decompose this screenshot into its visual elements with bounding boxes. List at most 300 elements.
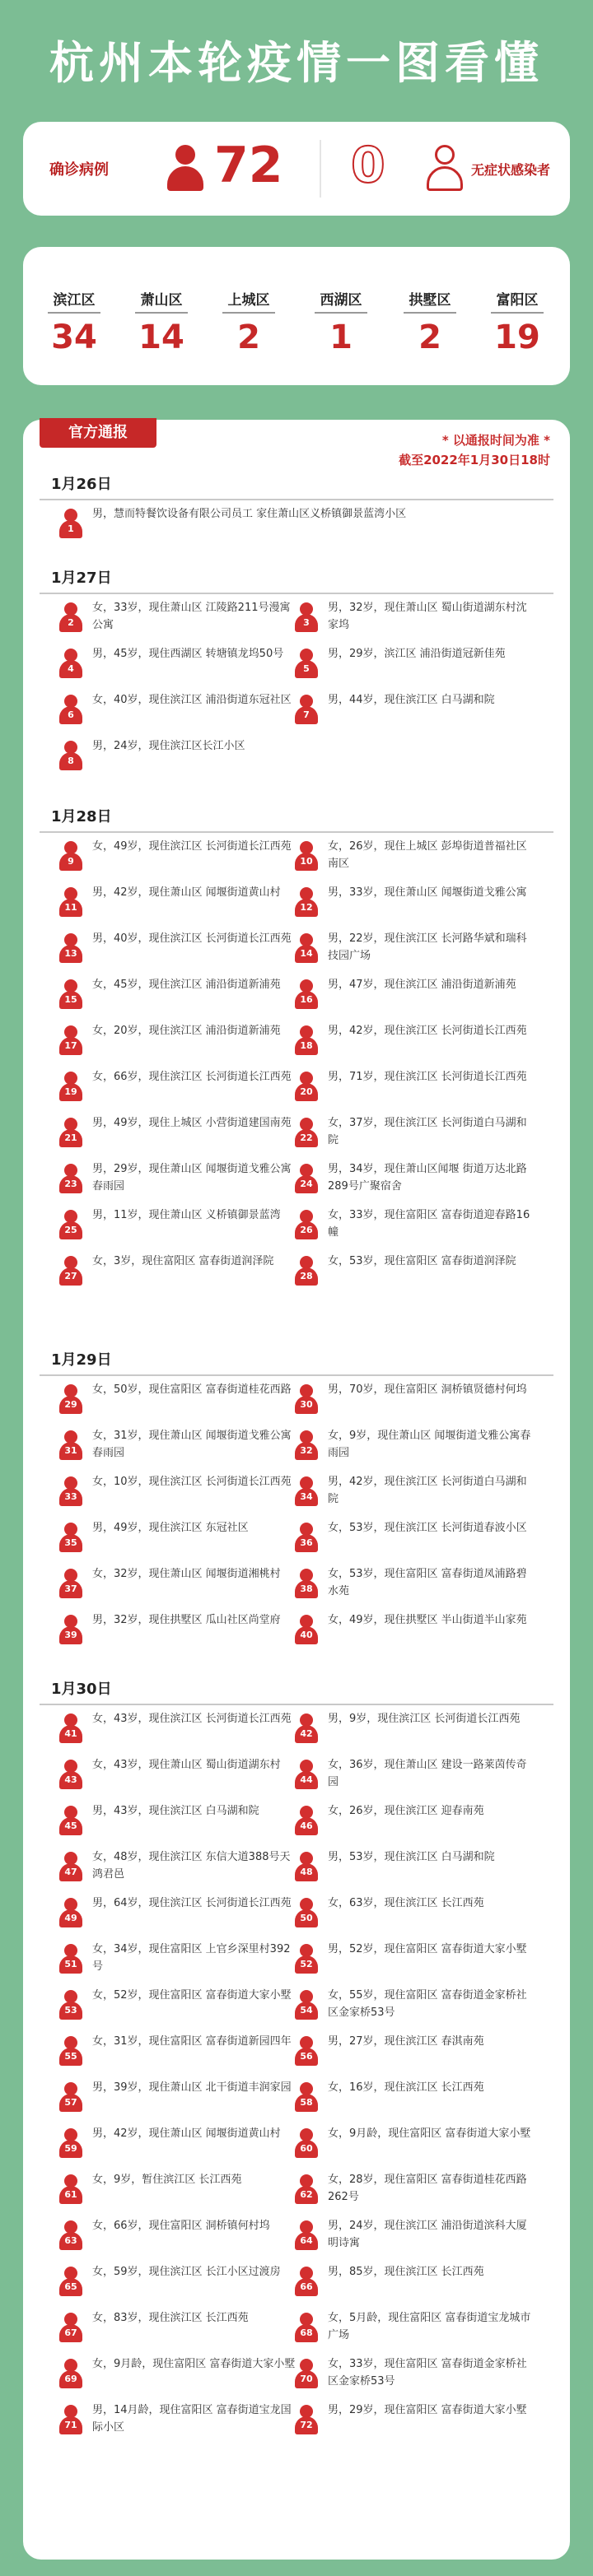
date-label: 1月28日 [51, 808, 112, 825]
case-person-icon [59, 1025, 82, 1055]
case-number: 46 [295, 1817, 318, 1835]
case-text: 男，43岁，现住滨江区 白马湖和院 [92, 1805, 259, 1817]
case-number: 14 [295, 945, 318, 963]
case-text: 女，33岁，现住富阳区 富春街道迎春路16幢 [328, 1209, 530, 1239]
case-item [295, 1381, 525, 1424]
case-text: 女，9月龄，现住富阳区 富春街道大家小墅 [328, 2127, 531, 2140]
case-item [59, 1565, 290, 1608]
case-person-icon [59, 887, 82, 917]
case-text: 男，70岁，现住富阳区 洞桥镇贤德村何坞 [328, 1383, 527, 1396]
case-text: 男，慧而特餐饮设备有限公司员工 家住萧山区义桥镇御景蓝湾小区 [92, 508, 407, 520]
case-item [59, 1519, 290, 1562]
case-text: 女，48岁，现住滨江区 东信大道388号天鸿君邑 [92, 1851, 291, 1881]
case-item [59, 691, 290, 734]
case-person-icon [295, 1806, 318, 1835]
case-person-icon [59, 1523, 82, 1552]
divider [320, 140, 321, 198]
case-item [59, 1068, 290, 1111]
case-person-icon [59, 1569, 82, 1598]
case-number: 57 [59, 2094, 82, 2112]
case-number: 49 [59, 1909, 82, 1927]
case-number: 53 [59, 2002, 82, 2020]
case-number: 9 [59, 853, 82, 871]
case-number: 62 [295, 2186, 318, 2204]
case-number: 60 [295, 2140, 318, 2158]
case-number: 65 [59, 2278, 82, 2296]
case-item [295, 1611, 525, 1654]
confirmed-label: 确诊病例 [49, 161, 109, 179]
case-text: 男，29岁，滨江区 浦沿街道冠新佳苑 [328, 648, 506, 660]
case-text: 女，59岁，现住滨江区 长江小区过渡房 [92, 2266, 281, 2278]
case-number: 33 [59, 1488, 82, 1506]
case-number: 7 [295, 706, 318, 724]
case-item [295, 1022, 525, 1065]
case-text: 女，9岁，暂住滨江区 长江西苑 [92, 2174, 242, 2186]
case-text: 女，26岁，现住滨江区 迎春南苑 [328, 1805, 484, 1817]
case-item [295, 2125, 531, 2168]
case-item [59, 505, 553, 548]
page-title: 杭州本轮疫情一图看懂 [49, 37, 544, 89]
case-text: 女，32岁，现住萧山区 闻堰街道湘桃村 [92, 1568, 281, 1580]
case-text: 女，28岁，现住富阳区 富春街道桂花西路262号 [328, 2174, 527, 2203]
case-item [295, 1519, 525, 1562]
case-item [295, 691, 525, 734]
asymptomatic-count: 0 [351, 137, 385, 194]
case-text: 女，49岁，现住拱墅区 半山街道半山家苑 [328, 1614, 527, 1626]
district-item: 滨江区 34 [33, 288, 115, 356]
case-person-icon [59, 2220, 82, 2250]
case-number: 20 [295, 1083, 318, 1101]
case-number: 12 [295, 899, 318, 917]
case-number: 6 [59, 706, 82, 724]
case-text: 男，64岁，现住滨江区 长河街道长江西苑 [92, 1897, 292, 1909]
case-number: 30 [295, 1396, 318, 1414]
case-person-icon [59, 602, 82, 632]
case-number: 17 [59, 1037, 82, 1055]
report-card [23, 420, 570, 2560]
case-person-icon [295, 1944, 318, 1974]
case-person-icon [295, 1852, 318, 1881]
case-item [59, 1473, 290, 1516]
report-cutoff: 截至2022年1月30日18时 [399, 453, 550, 467]
case-person-icon [295, 2267, 318, 2296]
case-item [295, 1114, 525, 1157]
case-item [295, 930, 525, 973]
case-item [59, 1611, 290, 1654]
district-item: 拱墅区 2 [389, 288, 471, 356]
case-text: 女，36岁，现住萧山区 建设一路莱茵传奇园 [328, 1759, 527, 1788]
case-person-icon [295, 1476, 318, 1506]
case-person-icon [295, 1164, 318, 1193]
case-person-icon [59, 841, 82, 871]
case-item [295, 2263, 525, 2306]
case-text: 男，47岁，现住滨江区 浦沿街道新浦苑 [328, 979, 516, 991]
case-text: 男，14月龄，现住富阳区 富春街道宝龙国际小区 [92, 2404, 292, 2434]
case-item [59, 930, 290, 973]
case-person-icon [59, 1852, 82, 1881]
case-item [59, 737, 290, 780]
date-label: 1月30日 [51, 1681, 112, 1698]
case-item [59, 1253, 290, 1295]
case-text: 男，11岁，现住萧山区 义桥镇御景蓝湾 [92, 1209, 281, 1221]
case-item [295, 838, 525, 881]
case-text: 女，5月龄，现住富阳区 富春街道宝龙城市广场 [328, 2312, 531, 2341]
case-number: 43 [59, 1771, 82, 1789]
case-number: 4 [59, 660, 82, 678]
date-section [40, 566, 553, 594]
case-person-icon [59, 1806, 82, 1835]
case-person-icon [295, 2036, 318, 2066]
case-text: 女，26岁，现住上城区 彭埠街道普福社区南区 [328, 840, 527, 870]
report-note: * 以通报时间为准 * [441, 433, 550, 448]
case-number: 37 [59, 1580, 82, 1598]
case-number: 13 [59, 945, 82, 963]
confirmed-count: 72 [214, 137, 283, 194]
district-item: 萧山区 14 [120, 288, 203, 356]
case-item [295, 2033, 525, 2076]
case-person-icon [59, 1990, 82, 2020]
case-text: 男，42岁，现住滨江区 长河街道长江西苑 [328, 1025, 527, 1037]
case-text: 男，52岁，现住富阳区 富春街道大家小墅 [328, 1943, 527, 1955]
case-item [295, 1710, 525, 1753]
case-number: 18 [295, 1037, 318, 1055]
case-item [59, 2309, 290, 2352]
case-number: 56 [295, 2048, 318, 2066]
case-number: 52 [295, 1955, 318, 1974]
case-item [295, 2217, 525, 2260]
case-number: 68 [295, 2324, 318, 2342]
case-item [59, 2079, 290, 2122]
case-text: 女，50岁，现住富阳区 富春街道桂花西路 [92, 1383, 292, 1396]
case-person-icon [295, 2405, 318, 2434]
date-section [40, 1677, 553, 1705]
case-text: 女，63岁，现住滨江区 长江西苑 [328, 1897, 484, 1909]
district-item: 西湖区 1 [300, 288, 382, 356]
case-number: 31 [59, 1442, 82, 1460]
case-person-icon [295, 1430, 318, 1460]
case-item [59, 1895, 290, 1937]
case-item [295, 2171, 525, 2214]
case-item [295, 1160, 525, 1203]
case-item [295, 1427, 531, 1470]
case-person-icon [295, 1990, 318, 2020]
case-number: 59 [59, 2140, 82, 2158]
case-person-icon [59, 1256, 82, 1286]
case-person-icon [295, 1760, 318, 1789]
case-person-icon [59, 2359, 82, 2388]
case-person-icon [295, 1256, 318, 1286]
case-text: 女，66岁，现住滨江区 长河街道长江西苑 [92, 1071, 292, 1083]
case-number: 21 [59, 1129, 82, 1147]
date-divider [40, 831, 553, 833]
case-number: 70 [295, 2370, 318, 2388]
case-number: 8 [59, 752, 82, 770]
case-item [295, 1848, 525, 1891]
case-person-icon [59, 2128, 82, 2158]
person-icon [167, 145, 203, 191]
case-person-icon [59, 649, 82, 678]
case-number: 48 [295, 1863, 318, 1881]
case-number: 51 [59, 1955, 82, 1974]
case-item [59, 1941, 290, 1983]
date-section [40, 1348, 553, 1376]
case-text: 男，49岁，现住滨江区 东冠社区 [92, 1522, 249, 1534]
case-text: 男，40岁，现住滨江区 长河街道长江西苑 [92, 932, 292, 945]
case-person-icon [59, 1118, 82, 1147]
case-item [295, 1565, 525, 1608]
case-number: 44 [295, 1771, 318, 1789]
case-person-icon [59, 2405, 82, 2434]
case-person-icon [295, 2174, 318, 2204]
case-text: 男，71岁，现住滨江区 长河街道长江西苑 [328, 1071, 527, 1083]
case-item [59, 1802, 290, 1845]
case-item [59, 1848, 290, 1891]
case-person-icon [295, 1898, 318, 1927]
case-person-icon [59, 1430, 82, 1460]
case-person-icon [295, 2313, 318, 2342]
case-item [295, 1473, 525, 1516]
case-text: 女，43岁，现住滨江区 长河街道长江西苑 [92, 1713, 292, 1725]
case-item [59, 838, 290, 881]
case-text: 男，49岁，现住上城区 小营街道建国南苑 [92, 1117, 292, 1129]
case-number: 69 [59, 2370, 82, 2388]
date-section [40, 805, 553, 833]
case-number: 39 [59, 1626, 82, 1644]
case-number: 50 [295, 1909, 318, 1927]
case-item [59, 1114, 290, 1157]
case-text: 女，33岁，现住富阳区 富春街道金家桥社区金家桥53号 [328, 2358, 527, 2388]
case-person-icon [59, 741, 82, 770]
date-divider [40, 1704, 553, 1705]
case-number: 2 [59, 614, 82, 632]
asymptomatic-label: 无症状感染者 [471, 162, 551, 178]
case-item [59, 2033, 290, 2076]
case-text: 女，43岁，现住萧山区 蜀山街道湖东村 [92, 1759, 281, 1771]
case-text: 男，85岁，现住滨江区 长江西苑 [328, 2266, 484, 2278]
case-person-icon [295, 1210, 318, 1239]
case-item [59, 2402, 290, 2444]
case-number: 15 [59, 991, 82, 1009]
case-text: 女，34岁，现住富阳区 上官乡深里村392号 [92, 1943, 291, 1973]
case-person-icon [59, 1384, 82, 1414]
case-text: 女，3岁，现住富阳区 富春街道润泽院 [92, 1255, 274, 1267]
case-item [59, 1381, 290, 1424]
case-person-icon [295, 887, 318, 917]
case-person-icon [59, 1713, 82, 1743]
case-text: 女，16岁，现住滨江区 长江西苑 [328, 2081, 484, 2094]
case-number: 67 [59, 2324, 82, 2342]
case-item [295, 645, 525, 688]
case-number: 72 [295, 2416, 318, 2434]
case-text: 女，31岁，现住富阳区 富春街道新园四年 [92, 2035, 292, 2048]
case-item [59, 884, 290, 927]
case-number: 27 [59, 1267, 82, 1286]
case-item [295, 2402, 525, 2444]
case-item [59, 2355, 296, 2398]
case-text: 男，33岁，现住萧山区 闻堰街道戈雅公寓 [328, 886, 527, 899]
case-person-icon [295, 979, 318, 1009]
case-number: 25 [59, 1221, 82, 1239]
case-number: 35 [59, 1534, 82, 1552]
case-text: 女，9月龄，现住富阳区 富春街道大家小墅 [92, 2358, 296, 2370]
case-item [295, 1941, 525, 1983]
date-label: 1月27日 [51, 570, 112, 587]
case-text: 男，27岁，现住滨江区 春淇南苑 [328, 2035, 484, 2048]
case-person-icon [295, 933, 318, 963]
case-number: 54 [295, 2002, 318, 2020]
case-number: 38 [295, 1580, 318, 1598]
case-number: 5 [295, 660, 318, 678]
date-label: 1月26日 [51, 476, 112, 493]
case-text: 男，22岁，现住滨江区 长河路华斌和瑞科技园广场 [328, 932, 527, 962]
case-person-icon [295, 2082, 318, 2112]
case-number: 61 [59, 2186, 82, 2204]
case-text: 男，24岁，现住滨江区长江小区 [92, 740, 245, 752]
case-item [59, 645, 290, 688]
case-item [295, 884, 525, 927]
case-text: 女，52岁，现住富阳区 富春街道大家小墅 [92, 1989, 292, 2002]
case-item [295, 2079, 525, 2122]
case-number: 23 [59, 1175, 82, 1193]
case-text: 女，66岁，现住富阳区 洞桥镇何村坞 [92, 2220, 270, 2232]
case-number: 47 [59, 1863, 82, 1881]
date-section [40, 472, 553, 500]
case-text: 男，29岁，现住萧山区 闻堰街道戈雅公寓春雨园 [92, 1163, 292, 1193]
summary-card [23, 122, 570, 216]
case-number: 19 [59, 1083, 82, 1101]
case-person-icon [59, 1210, 82, 1239]
case-person-icon [59, 2313, 82, 2342]
case-person-icon [59, 979, 82, 1009]
case-text: 女，83岁，现住滨江区 长江西苑 [92, 2312, 249, 2324]
case-item [295, 1068, 525, 1111]
case-text: 女，49岁，现住滨江区 长河街道长江西苑 [92, 840, 292, 853]
case-text: 女，45岁，现住滨江区 浦沿街道新浦苑 [92, 979, 281, 991]
case-number: 36 [295, 1534, 318, 1552]
case-person-icon [295, 1384, 318, 1414]
case-person-icon [59, 695, 82, 724]
case-number: 64 [295, 2232, 318, 2250]
case-person-icon [59, 509, 82, 538]
case-number: 22 [295, 1129, 318, 1147]
case-text: 男，42岁，现住萧山区 闻堰街道黄山村 [92, 886, 281, 899]
case-text: 男，42岁，现住滨江区 长河街道白马湖和院 [328, 1476, 527, 1505]
case-text: 男，53岁，现住滨江区 白马湖和院 [328, 1851, 495, 1863]
case-number: 40 [295, 1626, 318, 1644]
case-text: 女，53岁，现住富阳区 富春街道凤浦路碧水苑 [328, 1568, 527, 1597]
case-item [59, 1987, 290, 2030]
case-person-icon [295, 1713, 318, 1743]
case-number: 34 [295, 1488, 318, 1506]
case-text: 女，31岁，现住萧山区 闻堰街道戈雅公寓春雨园 [92, 1430, 292, 1459]
case-item [295, 1207, 530, 1249]
case-number: 71 [59, 2416, 82, 2434]
case-item [295, 599, 525, 642]
case-text: 男，45岁，现住西湖区 转塘镇龙坞50号 [92, 648, 284, 660]
date-divider [40, 499, 553, 500]
case-item [59, 2125, 290, 2168]
date-divider [40, 1374, 553, 1376]
district-item: 富阳区 19 [476, 288, 558, 356]
date-divider [40, 593, 553, 594]
case-item [59, 2171, 290, 2214]
case-text: 女，20岁，现住滨江区 浦沿街道新浦苑 [92, 1025, 281, 1037]
case-number: 11 [59, 899, 82, 917]
case-item [295, 1756, 525, 1799]
case-number: 1 [59, 520, 82, 538]
district-card [23, 247, 570, 385]
case-person-icon [59, 1164, 82, 1193]
case-person-icon [295, 841, 318, 871]
case-item [295, 1987, 525, 2030]
case-number: 55 [59, 2048, 82, 2066]
case-person-icon [295, 2359, 318, 2388]
case-item [295, 2355, 525, 2398]
case-person-icon [295, 2128, 318, 2158]
case-item [295, 2309, 531, 2352]
case-text: 男，34岁，现住萧山区闻堰 街道万达北路289号广聚宿舍 [328, 1163, 527, 1193]
district-item: 上城区 2 [208, 288, 290, 356]
case-person-icon [295, 1569, 318, 1598]
case-item [59, 976, 290, 1019]
case-person-icon [295, 649, 318, 678]
case-text: 男，44岁，现住滨江区 白马湖和院 [328, 694, 495, 706]
case-person-icon [59, 2267, 82, 2296]
case-text: 男，24岁，现住滨江区 浦沿街道滨科大厦明诗寓 [328, 2220, 527, 2249]
case-person-icon [295, 602, 318, 632]
case-number: 41 [59, 1725, 82, 1743]
case-text: 男，9岁，现住滨江区 长河街道长江西苑 [328, 1713, 521, 1725]
case-item [59, 2217, 290, 2260]
case-person-icon [59, 2082, 82, 2112]
case-person-icon [59, 1760, 82, 1789]
date-label: 1月29日 [51, 1351, 112, 1369]
case-person-icon [295, 2220, 318, 2250]
case-number: 10 [295, 853, 318, 871]
case-item [59, 1710, 290, 1753]
case-item [295, 1895, 525, 1937]
case-number: 42 [295, 1725, 318, 1743]
case-person-icon [59, 1072, 82, 1101]
report-tag: 官方通报 [40, 418, 156, 448]
case-number: 63 [59, 2232, 82, 2250]
case-number: 3 [295, 614, 318, 632]
case-number: 24 [295, 1175, 318, 1193]
case-text: 女，53岁，现住滨江区 长河街道春波小区 [328, 1522, 527, 1534]
case-person-icon [295, 1118, 318, 1147]
case-person-icon [59, 1898, 82, 1927]
case-item [295, 1253, 525, 1295]
case-number: 45 [59, 1817, 82, 1835]
case-person-icon [59, 1944, 82, 1974]
case-text: 女，37岁，现住滨江区 长河街道白马湖和院 [328, 1117, 527, 1146]
case-number: 26 [295, 1221, 318, 1239]
case-text: 男，39岁，现住萧山区 北干街道丰润家园 [92, 2081, 292, 2094]
case-person-icon [295, 1072, 318, 1101]
case-person-icon [295, 1615, 318, 1644]
case-item [59, 1022, 290, 1065]
case-item [295, 976, 525, 1019]
case-text: 男，42岁，现住萧山区 闻堰街道黄山村 [92, 2127, 281, 2140]
case-text: 女，40岁，现住滨江区 浦沿街道东冠社区 [92, 694, 292, 706]
case-number: 28 [295, 1267, 318, 1286]
case-person-icon [295, 1523, 318, 1552]
case-number: 29 [59, 1396, 82, 1414]
case-person-icon [59, 933, 82, 963]
case-text: 男，32岁，现住拱墅区 瓜山社区尚堂府 [92, 1614, 281, 1626]
case-text: 女，55岁，现住富阳区 富春街道金家桥社区金家桥53号 [328, 1989, 527, 2019]
case-text: 女，9岁，现住萧山区 闻堰街道戈雅公寓春雨园 [328, 1430, 531, 1459]
